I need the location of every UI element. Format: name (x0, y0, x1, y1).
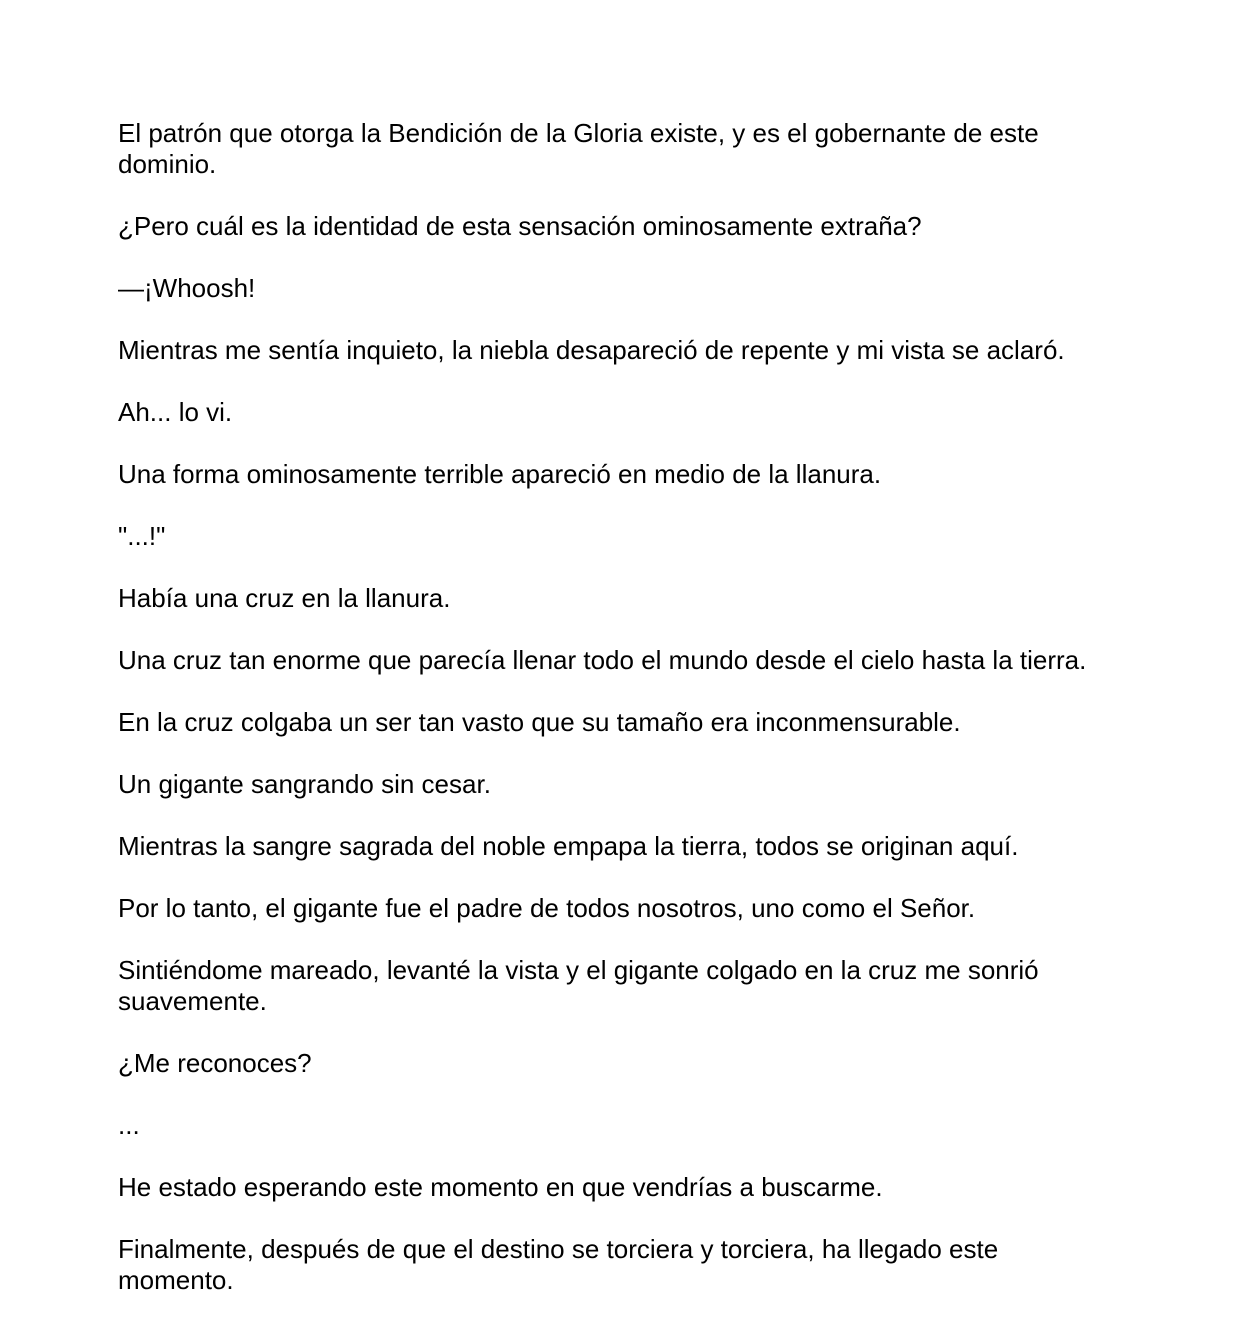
paragraph: Una forma ominosamente terrible apareció en medio de la llanura. (118, 459, 882, 489)
paragraph: ... (118, 1110, 140, 1140)
paragraph: Mientras la sangre sagrada del noble empapa la tierra, todos se originan aquí. (118, 831, 1019, 861)
paragraph: He estado esperando este momento en que vendrías a buscarme. (118, 1172, 883, 1202)
paragraph: Mientras me sentía inquieto, la niebla desapareció de repente y mi vista se aclaró. (118, 335, 1065, 365)
paragraph: ¿Pero cuál es la identidad de esta sensación ominosamente extraña? (118, 211, 922, 241)
paragraph: Finalmente, después de que el destino se torciera y torciera, ha llegado este momento. (118, 1234, 999, 1295)
paragraph: Sintiéndome mareado, levanté la vista y el gigante colgado en la cruz me sonrió suavemente. (118, 955, 1039, 1016)
paragraph: —¡Whoosh! (118, 273, 256, 303)
document-page (118, 118, 1118, 1327)
paragraph: ¿Me reconoces? (118, 1048, 312, 1078)
paragraph: El patrón que otorga la Bendición de la Gloria existe, y es el gobernante de este dominio. (118, 118, 1039, 179)
paragraph: En la cruz colgaba un ser tan vasto que su tamaño era inconmensurable. (118, 707, 961, 737)
paragraph: Por lo tanto, el gigante fue el padre de todos nosotros, uno como el Señor. (118, 893, 976, 923)
paragraph: Un gigante sangrando sin cesar. (118, 769, 491, 799)
paragraph: "...!" (118, 521, 166, 551)
paragraph: Una cruz tan enorme que parecía llenar todo el mundo desde el cielo hasta la tierra. (118, 645, 1087, 675)
paragraph: Había una cruz en la llanura. (118, 583, 451, 613)
paragraph: Ah... lo vi. (118, 397, 233, 427)
